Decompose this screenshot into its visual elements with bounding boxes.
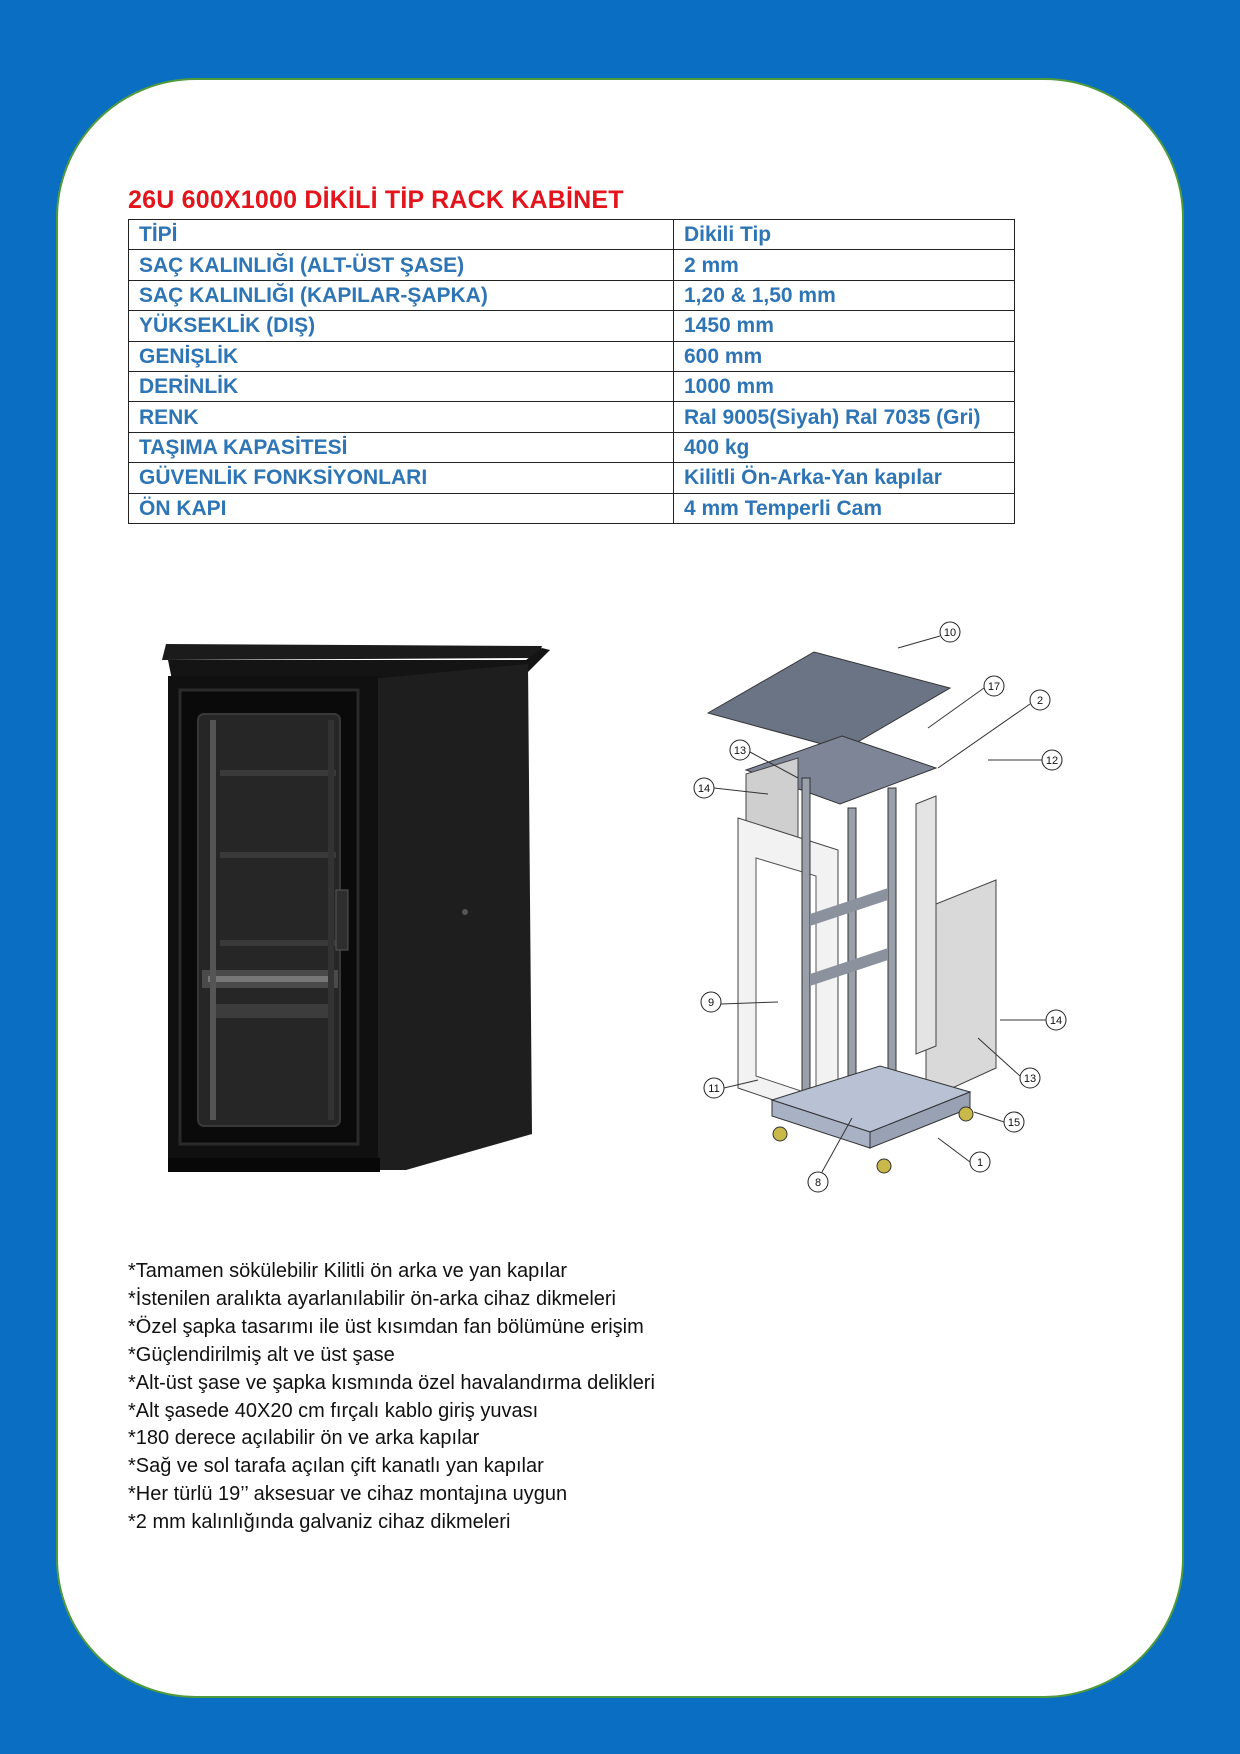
callout-number: 1 bbox=[976, 1157, 984, 1169]
spec-row bbox=[129, 341, 1015, 371]
feature-item: *Güçlendirilmiş alt ve üst şase bbox=[128, 1343, 395, 1366]
spec-label: SAÇ KALINLIĞI (KAPILAR-ŞAPKA) bbox=[129, 280, 674, 310]
feature-item: *180 derece açılabilir ön ve arka kapılar bbox=[128, 1427, 480, 1450]
spec-row bbox=[129, 493, 1015, 523]
spec-value: 400 kg bbox=[674, 432, 1015, 462]
page-title: 26U 600X1000 DİKİLİ TİP RACK KABİNET bbox=[128, 186, 624, 214]
callout-number: 17 bbox=[987, 681, 1001, 693]
spec-row bbox=[129, 371, 1015, 401]
callout-number: 14 bbox=[697, 783, 711, 795]
feature-item: *Sağ ve sol tarafa açılan çift kanatlı yan kapılar bbox=[128, 1455, 544, 1478]
spec-value: 600 mm bbox=[674, 341, 1015, 371]
feature-item: *Tamamen sökülebilir Kilitli ön arka ve yan kapılar bbox=[128, 1260, 568, 1282]
callout-number: 14 bbox=[1049, 1015, 1063, 1027]
callout-number: 15 bbox=[1007, 1117, 1021, 1129]
spec-label: TAŞIMA KAPASİTESİ bbox=[129, 432, 674, 462]
spec-label: DERİNLİK bbox=[129, 371, 674, 401]
callout-number: 9 bbox=[707, 997, 715, 1009]
spec-value: 4 mm Temperli Cam bbox=[674, 493, 1015, 523]
callout-number: 2 bbox=[1036, 695, 1044, 707]
spec-label: GÜVENLİK FONKSİYONLARI bbox=[129, 463, 674, 493]
feature-item: *İstenilen aralıkta ayarlanılabilir ön-arka cihaz dikmeleri bbox=[128, 1287, 616, 1310]
feature-item: *Alt şasede 40X20 cm fırçalı kablo giriş yuvası bbox=[128, 1399, 539, 1422]
feature-list bbox=[128, 1258, 655, 1537]
callout-number: 12 bbox=[1045, 755, 1059, 767]
spec-label: TİPİ bbox=[129, 220, 674, 250]
spec-value: Ral 9005(Siyah) Ral 7035 (Gri) bbox=[674, 402, 1015, 432]
exploded-diagram bbox=[688, 618, 1098, 1198]
spec-label: YÜKSEKLİK (DIŞ) bbox=[129, 311, 674, 341]
callout-number: 13 bbox=[733, 745, 747, 757]
spec-row bbox=[129, 280, 1015, 310]
cabinet-photo bbox=[150, 630, 558, 1206]
callout-number: 10 bbox=[943, 627, 957, 639]
feature-item: *Özel şapka tasarımı ile üst kısımdan fan bölümüne erişim bbox=[128, 1315, 644, 1338]
callout-number: 8 bbox=[814, 1177, 822, 1189]
spec-value: 1450 mm bbox=[674, 311, 1015, 341]
spec-value: Dikili Tip bbox=[674, 220, 1015, 250]
spec-value: 1000 mm bbox=[674, 371, 1015, 401]
feature-item: *Her türlü 19’’ aksesuar ve cihaz montajına uygun bbox=[128, 1483, 568, 1506]
feature-item: *2 mm kalınlığında galvaniz cihaz dikmeleri bbox=[128, 1511, 511, 1534]
spec-value: 1,20 & 1,50 mm bbox=[674, 280, 1015, 310]
spec-row bbox=[129, 432, 1015, 462]
spec-label: GENİŞLİK bbox=[129, 341, 674, 371]
spec-label: SAÇ KALINLIĞI (ALT-ÜST ŞASE) bbox=[129, 250, 674, 280]
spec-row bbox=[129, 220, 1015, 250]
callout-number: 11 bbox=[708, 1083, 720, 1095]
spec-label: ÖN KAPI bbox=[129, 493, 674, 523]
callout-number: 13 bbox=[1023, 1073, 1037, 1085]
spec-value: 2 mm bbox=[674, 250, 1015, 280]
feature-item: *Alt-üst şase ve şapka kısmında özel havalandırma delikleri bbox=[128, 1371, 655, 1394]
spec-row bbox=[129, 402, 1015, 432]
spec-value: Kilitli Ön-Arka-Yan kapılar bbox=[674, 463, 1015, 493]
spec-table bbox=[128, 219, 1015, 524]
spec-row bbox=[129, 311, 1015, 341]
spec-row bbox=[129, 250, 1015, 280]
spec-row bbox=[129, 463, 1015, 493]
spec-label: RENK bbox=[129, 402, 674, 432]
